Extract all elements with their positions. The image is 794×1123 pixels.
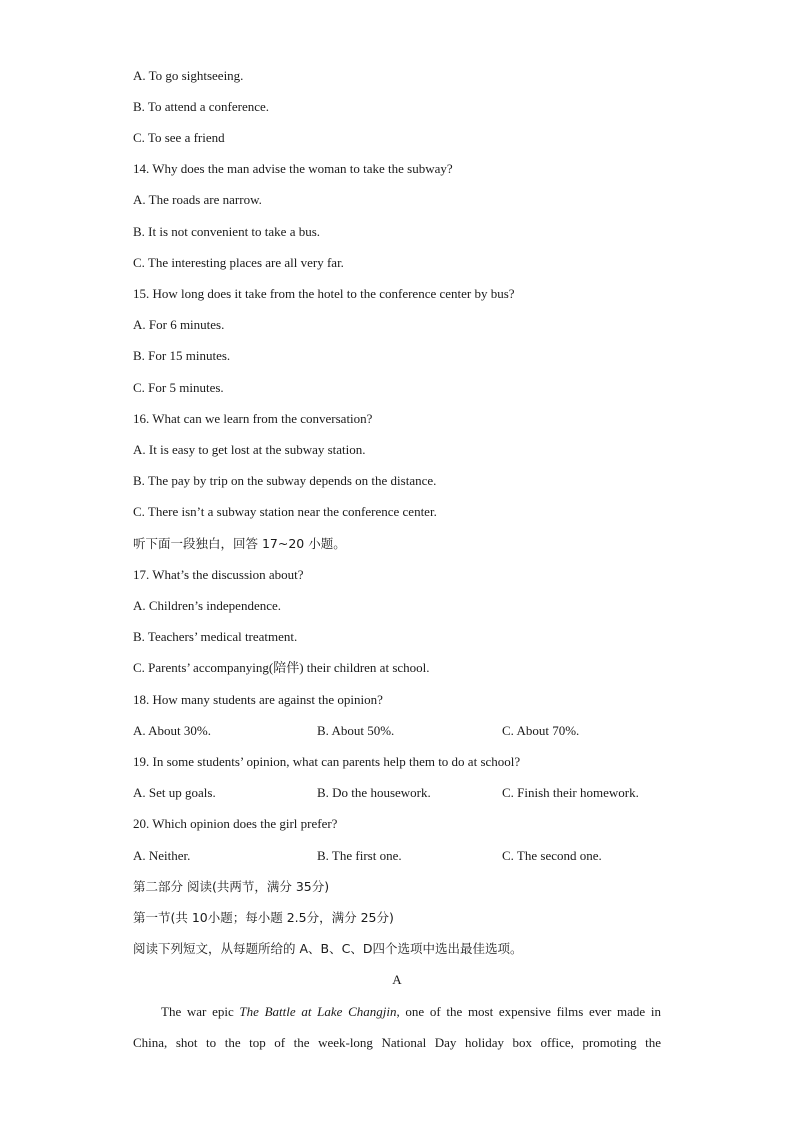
q20-option-b: B. The first one. — [317, 848, 402, 863]
q14-option-b: B. It is not convenient to take a bus. — [133, 224, 321, 239]
q20-option-c: C. The second one. — [502, 848, 602, 863]
q19-option-b: B. Do the housework. — [317, 785, 431, 800]
q20-question: 20. Which opinion does the girl prefer? — [133, 816, 338, 831]
part2-heading: 第二部分 阅读(共两节，满分 35分) — [133, 879, 330, 894]
q19-question: 19. In some students’ opinion, what can parents help them to do at school? — [133, 754, 521, 769]
q16-option-a: A. It is easy to get lost at the subway station. — [133, 442, 366, 457]
passage-label: A — [392, 972, 402, 987]
q17-option-c: C. Parents’ accompanying(陪伴) their children at school. — [133, 660, 430, 675]
q14-option-a: A. The roads are narrow. — [133, 192, 262, 207]
q17-question: 17. What’s the discussion about? — [133, 567, 304, 582]
q16-option-c: C. There isn’t a subway station near the conference center. — [133, 504, 437, 519]
q16-option-b: B. The pay by trip on the subway depends on the distance. — [133, 473, 437, 488]
q15-question: 15. How long does it take from the hotel to the conference center by bus? — [133, 286, 515, 301]
film-title: The Battle at Lake Changjin — [239, 1004, 397, 1019]
section1-heading: 第一节(共 10小题；每小题 2.5分，满分 25分) — [133, 910, 394, 925]
passage-line-1-pre: The war epic — [161, 1004, 240, 1019]
q15-option-c: C. For 5 minutes. — [133, 380, 224, 395]
q19-option-a: A. Set up goals. — [133, 785, 216, 800]
q13-option-c: C. To see a friend — [133, 130, 225, 145]
q18-question: 18. How many students are against the opinion? — [133, 692, 383, 707]
q13-option-b: B. To attend a conference. — [133, 99, 270, 114]
q20-option-a: A. Neither. — [133, 848, 191, 863]
passage-line-1 — [133, 1004, 661, 1020]
q15-option-b: B. For 15 minutes. — [133, 348, 231, 363]
q14-question: 14. Why does the man advise the woman to take the subway? — [133, 161, 453, 176]
q17-option-b: B. Teachers’ medical treatment. — [133, 629, 298, 644]
q18-option-a: A. About 30%. — [133, 723, 211, 738]
q18-option-c: C. About 70%. — [502, 723, 580, 738]
q19-option-c: C. Finish their homework. — [502, 785, 639, 800]
monologue-instruction: 听下面一段独白，回答 17~20 小题。 — [133, 536, 346, 551]
q13-option-a: A. To go sightseeing. — [133, 68, 244, 83]
q15-option-a: A. For 6 minutes. — [133, 317, 225, 332]
reading-instruction: 阅读下列短文，从每题所给的 A、B、C、D四个选项中选出最佳选项。 — [133, 941, 523, 956]
passage-line-2: China, shot to the top of the week-long National Day holiday box office, promoting the — [133, 1035, 661, 1050]
passage-line-1-post: , one of the most expensive films ever made in — [396, 1004, 661, 1019]
q16-question: 16. What can we learn from the conversation? — [133, 411, 373, 426]
q17-option-a: A. Children’s independence. — [133, 598, 282, 613]
q18-option-b: B. About 50%. — [317, 723, 395, 738]
q14-option-c: C. The interesting places are all very far. — [133, 255, 344, 270]
